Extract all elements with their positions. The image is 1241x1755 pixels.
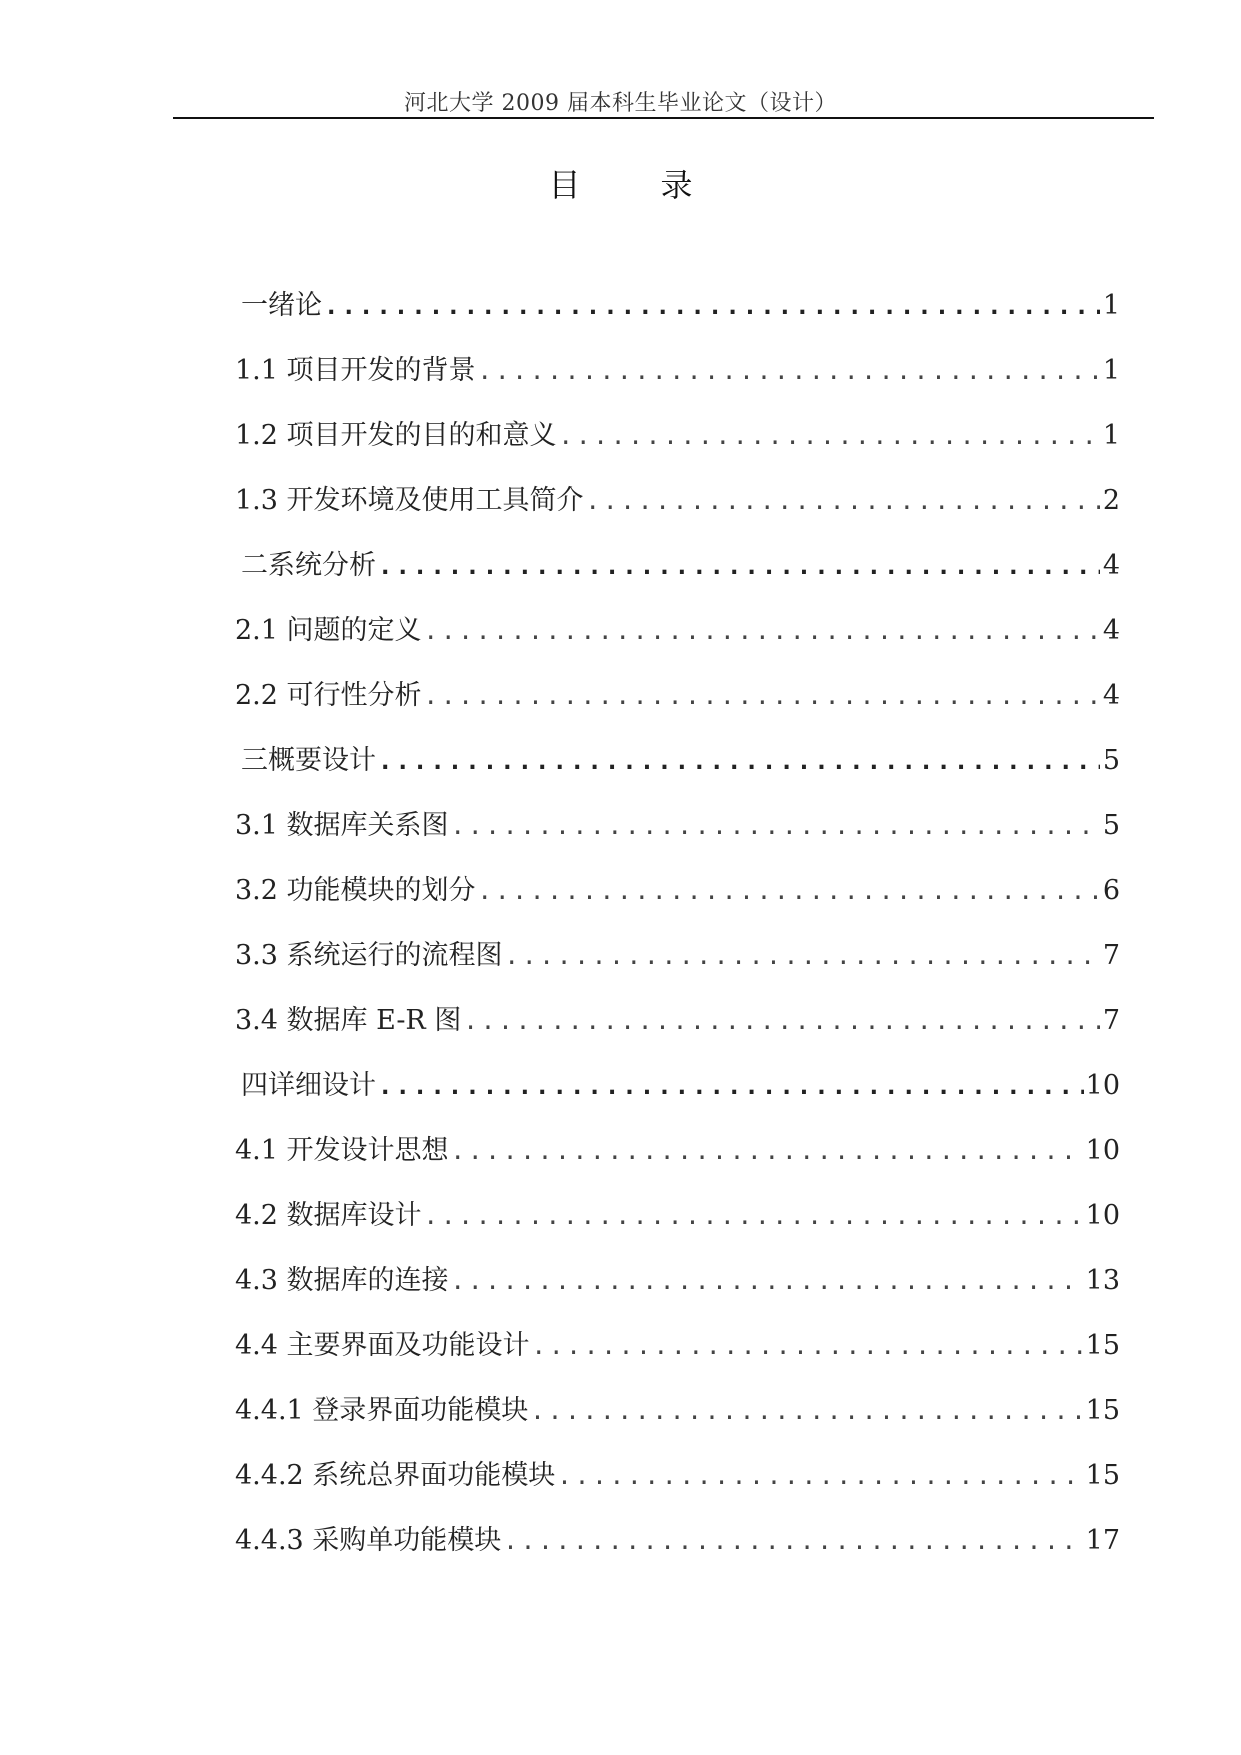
toc-entry-label: 4.2 数据库设计	[235, 1200, 422, 1231]
toc-entry-label: 1.3 开发环境及使用工具简介	[235, 485, 584, 516]
toc-entry-page: 10	[1085, 1200, 1120, 1231]
toc-entry-page: 13	[1085, 1265, 1120, 1296]
toc-entry[interactable]	[235, 868, 1120, 933]
toc-entry[interactable]	[235, 348, 1120, 413]
toc-entry-label: 三概要设计	[241, 745, 376, 776]
toc-entry[interactable]	[235, 543, 1120, 608]
toc-leader-dots	[451, 812, 1100, 840]
toc-entry[interactable]	[235, 478, 1120, 543]
toc-entry[interactable]	[235, 998, 1120, 1063]
toc-leader-dots	[505, 942, 1100, 970]
toc-entry[interactable]	[235, 738, 1120, 803]
toc-entry-page: 4	[1102, 615, 1120, 646]
toc-entry[interactable]	[235, 1258, 1120, 1323]
toc-entry-page: 1	[1102, 290, 1120, 321]
toc-leader-dots	[378, 552, 1100, 580]
toc-leader-dots	[378, 1072, 1084, 1100]
toc-entry[interactable]	[235, 1323, 1120, 1388]
toc-entry-page: 4	[1102, 550, 1120, 581]
toc-entry-label: 3.3 系统运行的流程图	[235, 940, 503, 971]
toc-leader-dots	[324, 292, 1100, 320]
toc-leader-dots	[503, 1527, 1083, 1555]
toc-entry-page: 6	[1102, 875, 1120, 906]
toc-leader-dots	[478, 877, 1100, 905]
toc-entry[interactable]	[235, 1063, 1120, 1128]
toc-entry-page: 15	[1085, 1460, 1120, 1491]
toc-entry-label: 4.1 开发设计思想	[235, 1135, 449, 1166]
toc-entry[interactable]	[235, 413, 1120, 478]
toc-entry-page: 10	[1085, 1135, 1120, 1166]
toc-entry[interactable]	[235, 933, 1120, 998]
toc-leader-dots	[530, 1397, 1083, 1425]
toc-leader-dots	[532, 1332, 1084, 1360]
toc-entry[interactable]	[235, 283, 1120, 348]
toc-entry-label: 四详细设计	[241, 1070, 376, 1101]
toc-leader-dots	[424, 617, 1100, 645]
toc-entry-label: 2.1 问题的定义	[235, 615, 422, 646]
toc-leader-dots	[424, 682, 1100, 710]
toc-entry-page: 1	[1102, 420, 1120, 451]
toc-leader-dots	[451, 1137, 1084, 1165]
toc-entry-label: 4.3 数据库的连接	[235, 1265, 449, 1296]
toc-entry[interactable]	[235, 608, 1120, 673]
header-rule	[173, 117, 1154, 119]
toc-entry-label: 4.4.2 系统总界面功能模块	[235, 1460, 556, 1491]
toc-entry-page: 5	[1102, 810, 1120, 841]
toc-entry-label: 4.4.1 登录界面功能模块	[235, 1395, 529, 1426]
toc-entry-label: 3.2 功能模块的划分	[235, 875, 476, 906]
toc-entry[interactable]	[235, 1388, 1120, 1453]
toc-leader-dots	[478, 357, 1100, 385]
toc-title	[0, 160, 1241, 206]
table-of-contents	[235, 283, 1120, 1583]
toc-entry-label: 1.1 项目开发的背景	[235, 355, 476, 386]
toc-entry-label: 1.2 项目开发的目的和意义	[235, 420, 557, 451]
toc-title-part1: 目	[548, 166, 581, 204]
running-header: 河北大学 2009 届本科生毕业论文（设计）	[404, 91, 837, 116]
toc-entry-label: 4.4 主要界面及功能设计	[235, 1330, 530, 1361]
toc-entry[interactable]	[235, 803, 1120, 868]
toc-leader-dots	[424, 1202, 1084, 1230]
toc-entry-label: 4.4.3 采购单功能模块	[235, 1525, 502, 1556]
toc-entry-label: 3.1 数据库关系图	[235, 810, 449, 841]
toc-entry[interactable]	[235, 1193, 1120, 1258]
toc-entry-page: 17	[1085, 1525, 1120, 1556]
toc-leader-dots	[451, 1267, 1084, 1295]
toc-entry-page: 1	[1102, 355, 1120, 386]
toc-entry-page: 2	[1102, 485, 1120, 516]
toc-entry-page: 15	[1085, 1330, 1120, 1361]
toc-leader-dots	[378, 747, 1100, 775]
toc-entry-page: 4	[1102, 680, 1120, 711]
toc-entry-page: 10	[1085, 1070, 1120, 1101]
toc-entry-page: 7	[1102, 940, 1120, 971]
toc-leader-dots	[557, 1462, 1083, 1490]
toc-entry[interactable]	[235, 673, 1120, 738]
toc-leader-dots	[559, 422, 1100, 450]
toc-leader-dots	[586, 487, 1100, 515]
toc-entry-page: 7	[1102, 1005, 1120, 1036]
toc-entry-label: 2.2 可行性分析	[235, 680, 422, 711]
toc-leader-dots	[463, 1007, 1100, 1035]
toc-entry[interactable]	[235, 1128, 1120, 1193]
toc-entry-label: 3.4 数据库 E-R 图	[235, 1005, 462, 1036]
toc-entry[interactable]	[235, 1453, 1120, 1518]
toc-entry-page: 5	[1102, 745, 1120, 776]
toc-entry-page: 15	[1085, 1395, 1120, 1426]
toc-entry-label: 一绪论	[241, 290, 322, 321]
toc-entry[interactable]	[235, 1518, 1120, 1583]
toc-title-part2: 录	[660, 166, 693, 204]
toc-entry-label: 二系统分析	[241, 550, 376, 581]
